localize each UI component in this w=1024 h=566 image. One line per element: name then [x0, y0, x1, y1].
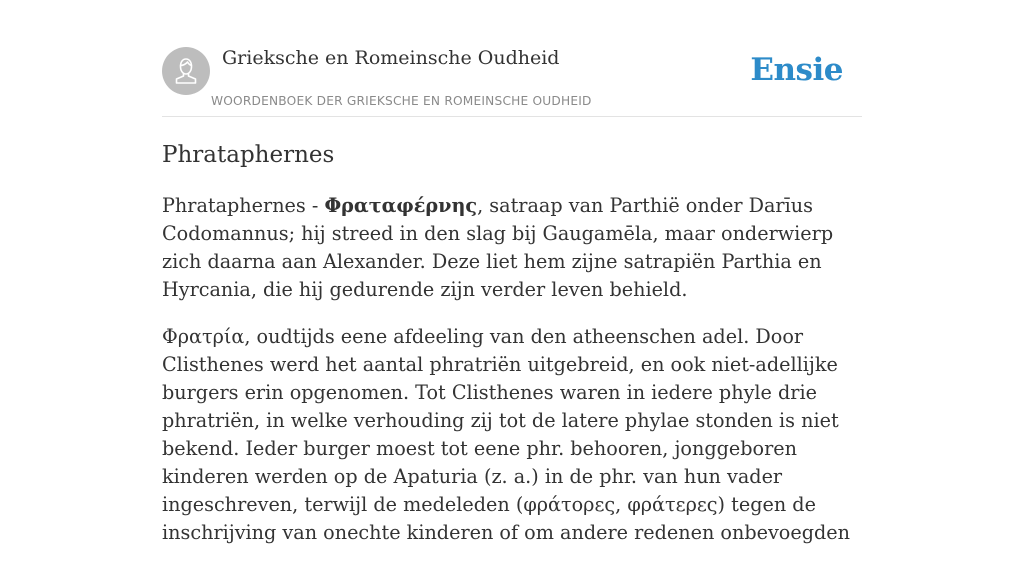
source-subtitle: WOORDENBOEK DER GRIEKSCHE EN ROMEINSCHE OUDHEID	[211, 94, 592, 108]
header	[162, 0, 862, 117]
page-title: Phrataphernes	[162, 142, 335, 168]
paragraph-lead: Phrataphernes -	[162, 194, 325, 217]
paragraph-text: , satraap van Parthië onder Darīus Codomannus; hij streed in den slag bij Gaugamēla, maar onderwierp zich daarna aan Alexander. Deze liet hem zijne satrapiën Parthia en Hyrcania, die hij gedurende zijn verder leven behield.	[162, 194, 834, 301]
greek-term: Φραταφέρνης	[324, 194, 478, 217]
user-icon	[162, 47, 210, 95]
page-container	[162, 0, 862, 544]
article-body	[162, 192, 862, 566]
article-paragraph	[162, 192, 862, 304]
source-title[interactable]: Grieksche en Romeinsche Oudheid	[222, 47, 560, 69]
ensie-logo[interactable]: Ensie	[750, 52, 843, 88]
article-paragraph: Φρατρία, oudtijds eene afdeeling van den atheenschen adel. Door Clisthenes werd het aantal phratriën uitgebreid, en ook niet-adellijke burgers erin opgenomen. Tot Clisthenes waren in iedere phyle drie phratriën, in welke verhouding zij tot de latere phylae stonden is niet bekend. Ieder burger moest tot eene phr. behooren, jonggeboren kinderen werden op de Apaturia (z. a.) in de phr. van hun vader ingeschreven, terwijl de medeleden (φράτορες, φράτερες) tegen de inschrijving van onechte kinderen of om andere redenen onbevoegden	[162, 325, 850, 544]
avatar[interactable]	[162, 47, 210, 95]
